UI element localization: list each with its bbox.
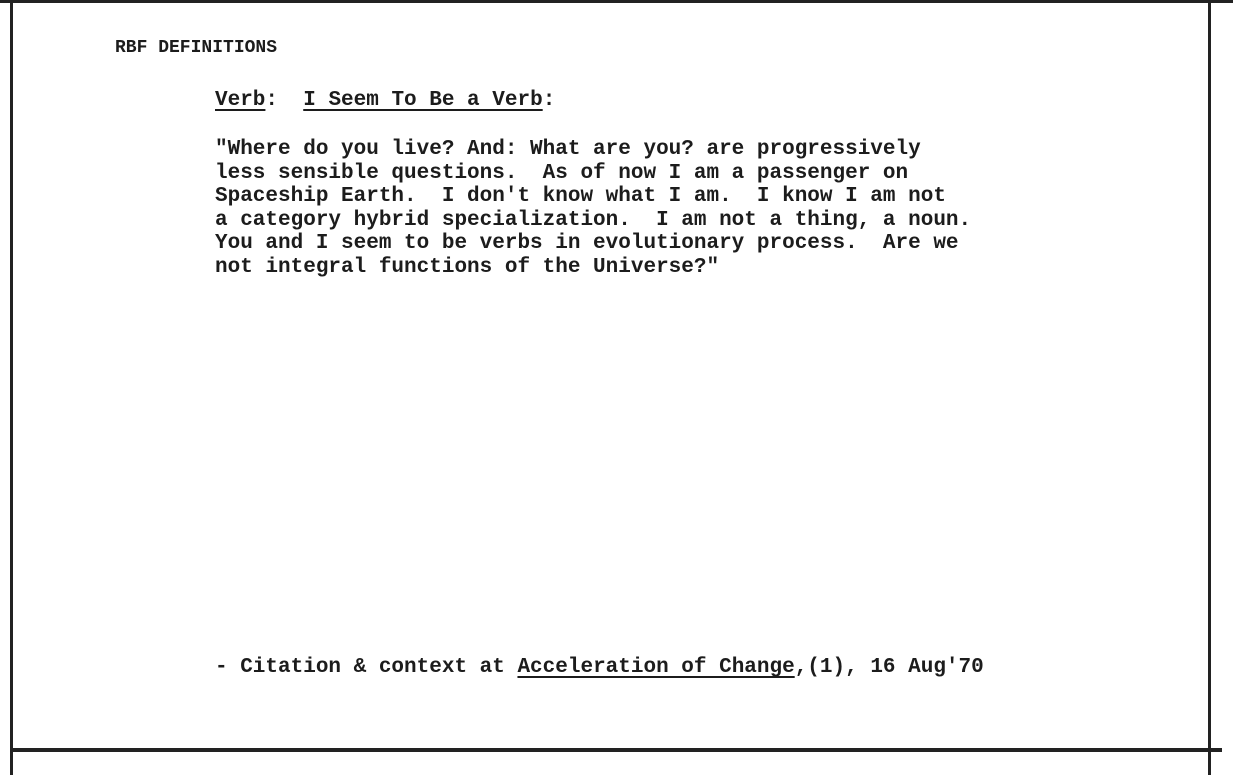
term-line (215, 89, 555, 112)
definition-quote (215, 138, 1115, 280)
quote-line: less sensible questions. As of now I am a passenger on (215, 161, 909, 185)
quote-line: a category hybrid specialization. I am not a thing, a noun. (215, 208, 972, 232)
card-border-right (1208, 0, 1211, 775)
quote-line: Spaceship Earth. I don't know what I am. I know I am not (215, 185, 946, 209)
card-border-top (0, 0, 1233, 3)
card-header-title: RBF DEFINITIONS (115, 38, 278, 58)
term-subtitle: I Seem To Be a Verb (303, 89, 543, 112)
card-border-bottom (12, 748, 1222, 752)
term-separator: : (265, 89, 304, 112)
term-label: Verb (215, 89, 266, 112)
card-border-left (10, 0, 13, 775)
citation-prefix: - Citation & context at (215, 656, 518, 679)
citation-line (215, 656, 984, 679)
citation-source-link[interactable]: Acceleration of Change (517, 656, 795, 679)
subtitle-separator: : (542, 89, 556, 112)
quote-line: You and I seem to be verbs in evolutionary process. Are we (215, 232, 959, 256)
quote-line: not integral functions of the Universe?" (215, 255, 720, 279)
citation-suffix: ,(1), 16 Aug'70 (794, 656, 984, 679)
quote-line: "Where do you live? And: What are you? are progressively (215, 138, 921, 161)
